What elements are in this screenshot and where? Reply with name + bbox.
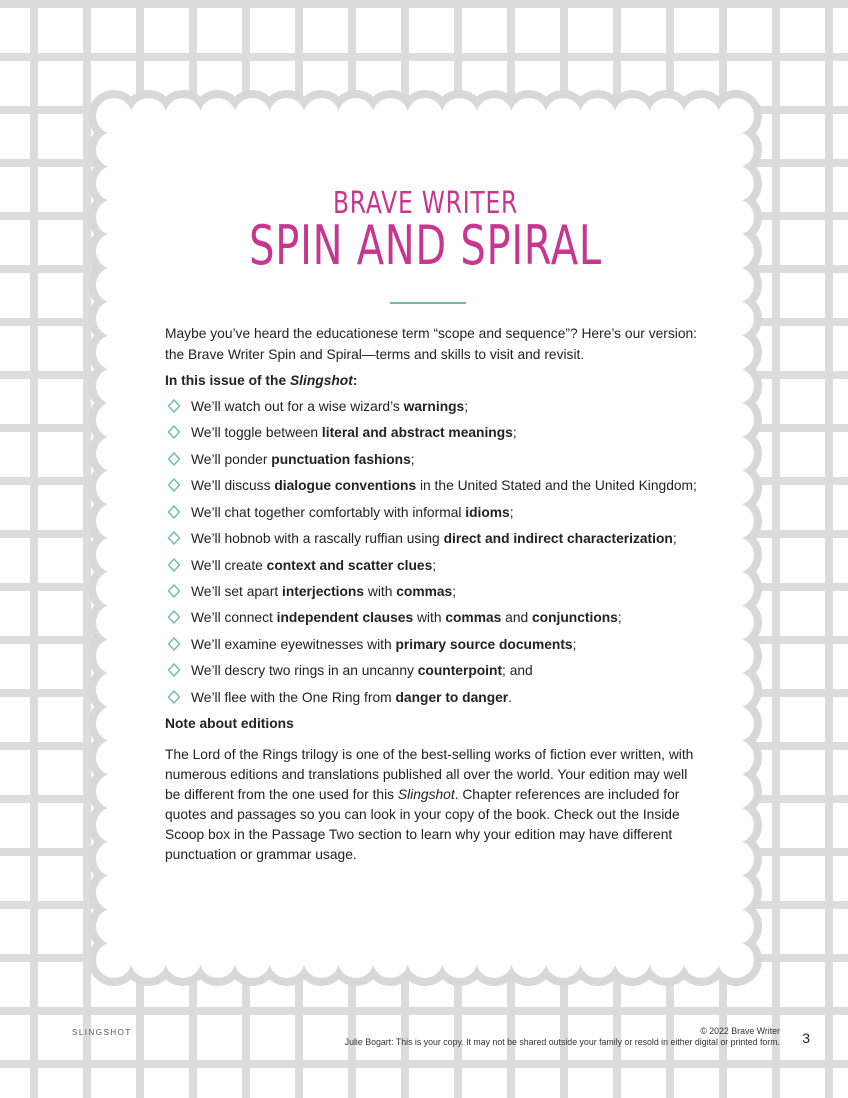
spin-item-text: We’ll descry two rings in an uncanny (191, 663, 418, 679)
spin-item-term: punctuation fashions (271, 451, 411, 467)
main-content (165, 324, 697, 865)
spin-item-text: We’ll watch out for a wise wizard’s (191, 399, 404, 415)
spin-item-term: context and scatter clues (266, 557, 433, 573)
page-title: SPIN AND SPIRAL (249, 214, 602, 277)
spin-item-term: dialogue conventions (274, 478, 417, 494)
diamond-outline-icon (167, 663, 181, 677)
spin-item-text: with (364, 583, 397, 599)
issue-heading-suffix: : (352, 373, 358, 389)
spin-item-text: ; (509, 504, 514, 520)
issue-heading (165, 371, 697, 392)
diamond-outline-icon (167, 584, 181, 598)
spin-item-term: commas (396, 583, 453, 599)
spin-item-term: interjections (282, 583, 365, 599)
copyright-line: © 2022 Brave Writer (700, 1026, 780, 1036)
spin-item (165, 582, 697, 602)
note-heading: Note about editions (165, 715, 294, 731)
spin-item-text: ; (672, 531, 677, 547)
spin-item (165, 688, 697, 708)
spin-item-text: and (501, 610, 532, 626)
spin-item-text: ; (572, 636, 577, 652)
spin-item-text: We’ll toggle between (191, 425, 322, 441)
note-text: . Chapter references are included for quotes and passages so you can look in your copy of the book. Check out the Inside Scoop box in the Passage Two section to learn why your edition may have different punctuation or grammar usage. (165, 786, 680, 862)
spin-item-text: We’ll hobnob with a rascally ruffian using (191, 531, 444, 547)
diamond-outline-icon (167, 531, 181, 545)
footer-copyright (345, 1026, 780, 1048)
spin-item-text: in the United Stated and the United Kingdom; (416, 478, 697, 494)
issue-heading-title: Slingshot (289, 373, 353, 389)
spin-item-term: idioms (465, 504, 510, 520)
spin-item-text: ; (432, 557, 437, 573)
diamond-outline-icon (167, 610, 181, 624)
spin-item (165, 635, 697, 655)
spin-item (165, 556, 697, 576)
spin-item-text: We’ll ponder (191, 451, 272, 467)
issue-heading-prefix: In this issue of the (165, 373, 290, 389)
spin-item (165, 423, 697, 443)
spin-item-term: direct and indirect characterization (443, 531, 673, 547)
diamond-outline-icon (167, 425, 181, 439)
spin-item-text: We’ll examine eyewitnesses with (191, 636, 396, 652)
diamond-outline-icon (167, 399, 181, 413)
spin-item-term: primary source documents (395, 636, 573, 652)
spin-item (165, 503, 697, 523)
spin-item (165, 476, 697, 496)
spin-item-text: ; (464, 399, 469, 415)
intro-paragraph: Maybe you’ve heard the educationese term “scope and sequence”? Here’s our version: the Brave Writer Spin and Spiral—terms and skills to visit and revisit. (165, 326, 698, 362)
diamond-outline-icon (167, 478, 181, 492)
spin-item-text: We’ll connect (191, 610, 277, 626)
diamond-outline-icon (167, 558, 181, 572)
spin-item-text: ; (452, 583, 457, 599)
note-paragraph (165, 745, 697, 865)
spin-item (165, 661, 697, 681)
note-text: The Lord of the Rings trilogy is one of the best-selling works of fiction ever written, with numerous editions and translations published all over the world. Your edition may well be different from the one used for this (165, 746, 694, 802)
brand-heading: BRAVE WRITER (332, 186, 519, 221)
spin-item (165, 529, 697, 549)
spin-item-term: warnings (403, 399, 465, 415)
spin-item-text: ; (512, 425, 517, 441)
note-italic-text: Slingshot (397, 786, 455, 802)
diamond-outline-icon (167, 505, 181, 519)
spin-item-term: independent clauses (276, 610, 414, 626)
spin-item-text: . (508, 689, 513, 705)
diamond-outline-icon (167, 452, 181, 466)
title-divider (390, 302, 466, 304)
spin-item-text: We’ll create (191, 557, 267, 573)
spin-item (165, 450, 697, 470)
spin-item-text: We’ll set apart (191, 583, 282, 599)
spin-item-term: danger to danger (395, 689, 509, 705)
spin-item-term: conjunctions (532, 610, 618, 626)
spin-item-term: literal and abstract meanings (321, 425, 513, 441)
spin-item-text: ; and (502, 663, 533, 679)
slingshot-logo: SLINGSHOT (72, 1028, 132, 1037)
spin-item (165, 608, 697, 628)
spin-item-term: commas (445, 610, 502, 626)
content-card (114, 116, 737, 961)
license-line: Julie Bogart: This is your copy. It may not be shared outside your family or resold in either digital or printed form. (344, 1036, 780, 1047)
spin-item-text: with (413, 610, 446, 626)
spin-item-text: ; (617, 610, 622, 626)
spin-item-text: We’ll flee with the One Ring from (191, 689, 396, 705)
diamond-outline-icon (167, 637, 181, 651)
page-number: 3 (802, 1030, 810, 1046)
spin-item-text: ; (410, 451, 415, 467)
spin-item-term: counterpoint (417, 663, 503, 679)
spin-list (165, 397, 697, 708)
spin-item-text: We’ll discuss (191, 478, 275, 494)
spin-item (165, 397, 697, 417)
diamond-outline-icon (167, 690, 181, 704)
spin-item-text: We’ll chat together comfortably with informal (191, 504, 466, 520)
